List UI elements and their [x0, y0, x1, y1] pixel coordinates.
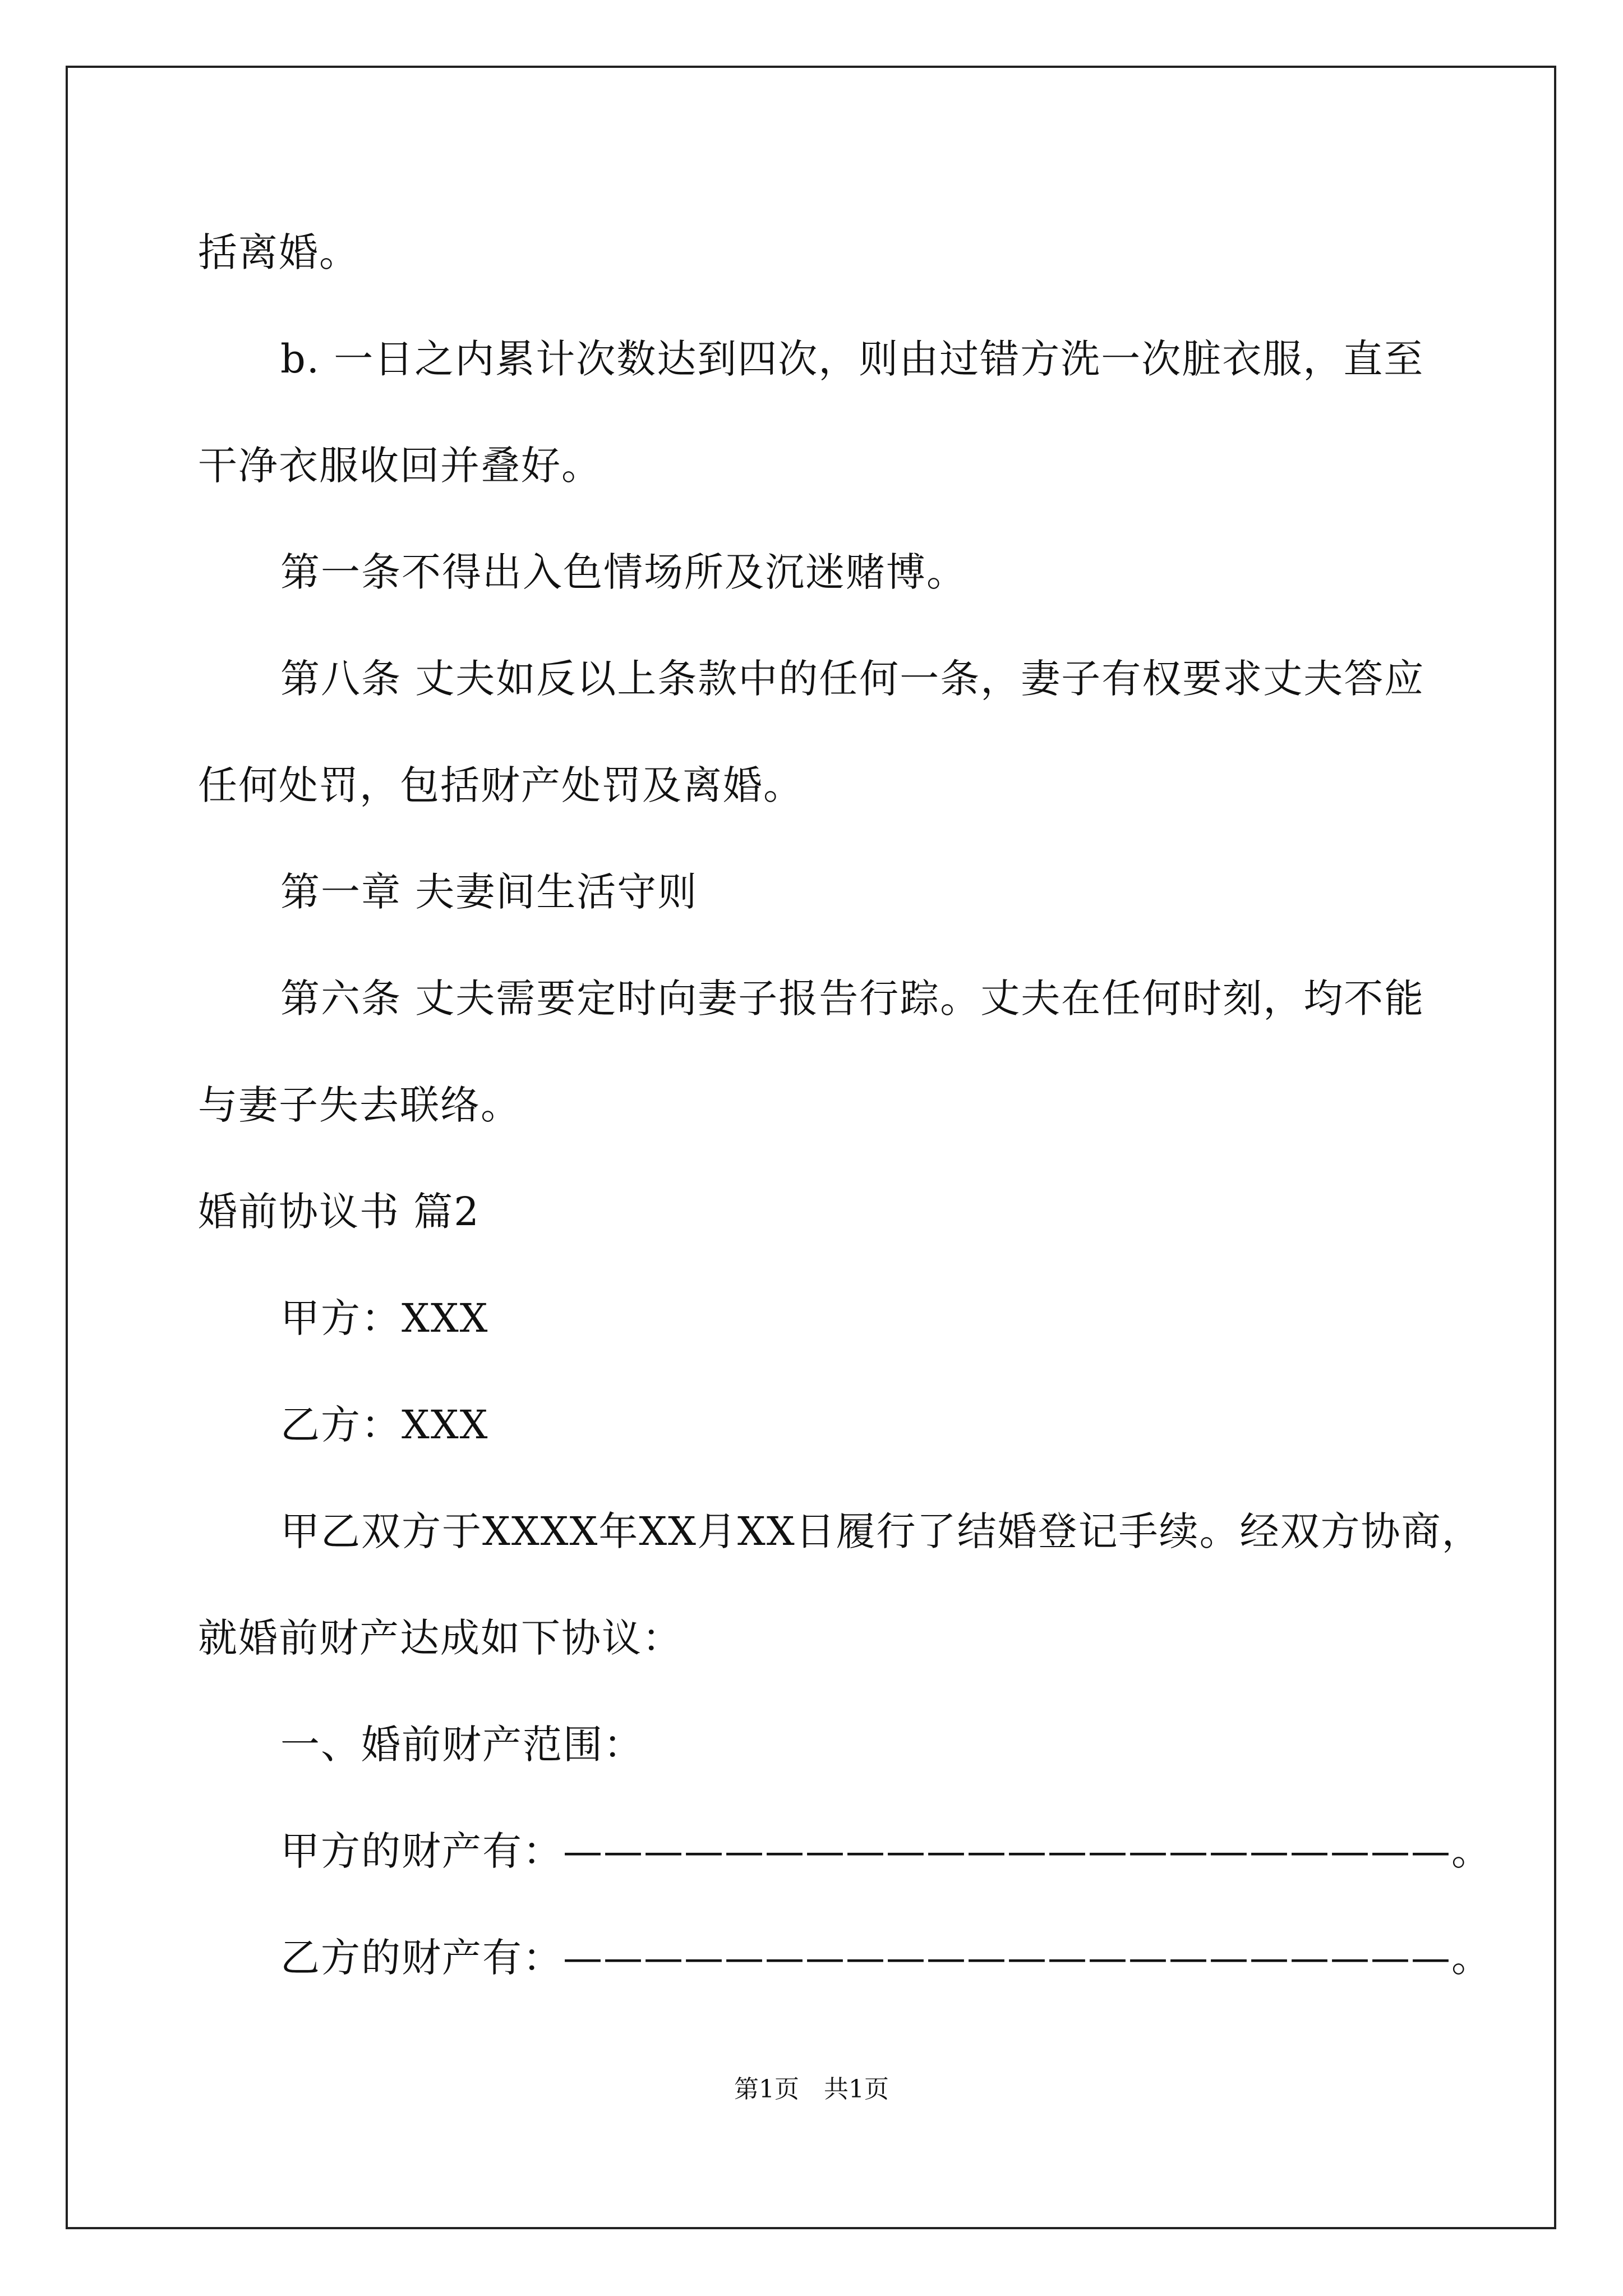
paragraph-line: 与妻子失去联络。	[198, 1082, 521, 1128]
paragraph-line: 第六条 丈夫需要定时向妻子报告行踪。丈夫在任何时刻，均不能	[280, 976, 1425, 1022]
paragraph-line: 第八条 丈夫如反以上条款中的任何一条，妻子有权要求丈夫答应	[280, 656, 1425, 702]
party-b-line: 乙方：XXX	[280, 1402, 489, 1448]
party-a-property-line: 甲方的财产有：——————————————————————。	[280, 1828, 1492, 1874]
section-heading: 第一章 夫妻间生活守则	[280, 869, 698, 915]
paragraph-line: 干净衣服收回并叠好。	[198, 443, 602, 489]
paragraph-line: 括离婚。	[198, 229, 359, 275]
paragraph-line: 甲乙双方于XXXX年XX月XX日履行了结婚登记手续。经双方协商，	[280, 1508, 1482, 1554]
section-heading: 一、婚前财产范围：	[280, 1722, 644, 1768]
party-a-line: 甲方：XXX	[280, 1295, 489, 1341]
page-footer: 第1页 共1页	[734, 2075, 889, 2104]
paragraph-line: b. 一日之内累计次数达到四次，则由过错方洗一次脏衣服，直至	[280, 336, 1424, 382]
party-b-property-line: 乙方的财产有：——————————————————————。	[280, 1935, 1492, 1981]
paragraph-line: 任何处罚，包括财产处罚及离婚。	[198, 762, 804, 808]
document-title: 婚前协议书 篇2	[198, 1189, 480, 1235]
page-border	[66, 66, 1556, 2229]
paragraph-line: 第一条不得出入色情场所及沉迷赌博。	[280, 549, 967, 595]
paragraph-line: 就婚前财产达成如下协议：	[198, 1615, 683, 1661]
